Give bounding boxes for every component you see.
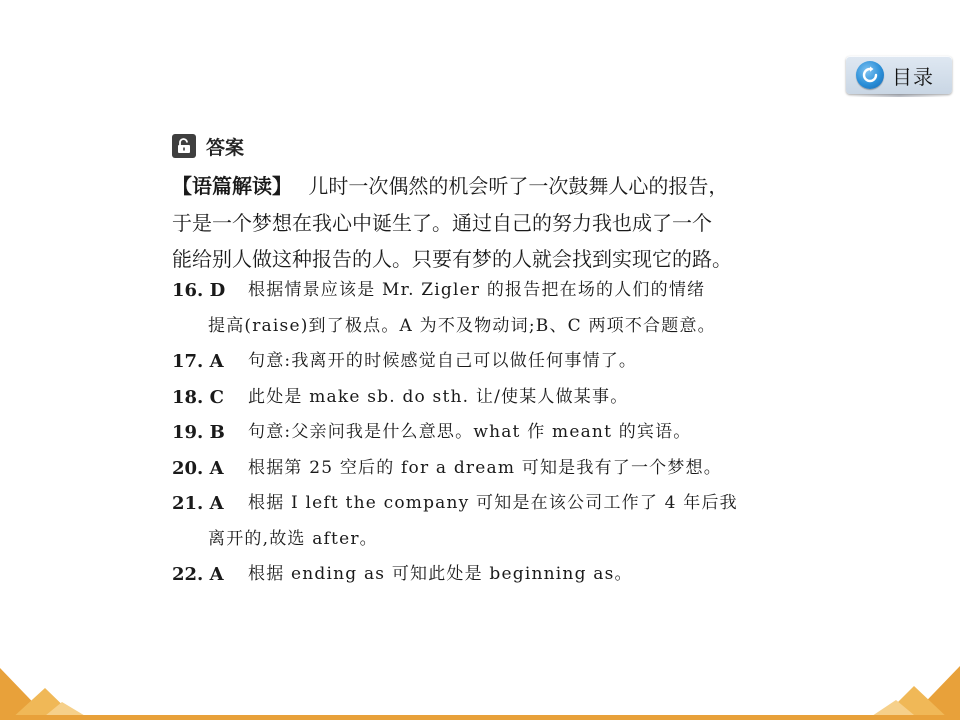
answer-explanation: 根据 ending as 可知此处是 beginning as。 [248, 564, 633, 584]
toc-label: 目录 [892, 64, 934, 89]
answer-number: 19. B [172, 422, 225, 443]
interp-tag: 【语篇解读】 [172, 174, 292, 198]
answer-explanation [208, 273, 812, 344]
answer-title: 答案 [206, 136, 245, 159]
answer-item-18 [172, 380, 812, 416]
answer-item-21 [172, 486, 812, 557]
answer-explanation: 根据第 25 空后的 for a dream 可知是我有了一个梦想。 [248, 457, 722, 478]
answer-line: 根据 I left the company 可知是在该公司工作了 4 年后我 [248, 493, 738, 513]
answer-item-22 [172, 557, 812, 593]
answer-number: 21. A [172, 493, 224, 514]
answer-explanation: 句意:父亲问我是什么意思。what 作 meant 的宾语。 [248, 422, 692, 442]
answer-number: 17. A [172, 351, 224, 372]
answer-item-20 [172, 451, 812, 487]
interp-line-2: 于是一个梦想在我心中诞生了。通过自己的努力我也成了一个 [172, 210, 712, 235]
answer-explanation: 句意:我离开的时候感觉自己可以做任何事情了。 [248, 351, 638, 371]
answer-explanation: 此处是 make sb. do sth. 让/使某人做某事。 [248, 386, 629, 407]
interp-text-1: 儿时一次偶然的机会听了一次鼓舞人心的报告， [308, 174, 729, 198]
reading-interpretation [172, 168, 812, 278]
toc-button[interactable] [846, 56, 952, 94]
refresh-icon [856, 61, 884, 89]
answer-list [172, 273, 812, 593]
answer-number: 16. D [172, 280, 226, 301]
interp-line-3: 能给别人做这种报告的人。只要有梦的人就会找到实现它的路。 [172, 247, 732, 271]
answer-explanation [208, 486, 812, 557]
answer-number: 20. A [172, 457, 224, 479]
answer-line: 根据情景应该是 Mr. Zigler 的报告把在场的人们的情绪 [248, 280, 706, 300]
unlock-icon [172, 134, 196, 158]
answer-line-continued: 离开的,故选 after。 [208, 528, 378, 549]
answer-header [172, 133, 244, 159]
answer-number: 18. C [172, 386, 224, 408]
bottom-right-decoration [850, 660, 960, 720]
bottom-accent-bar [0, 715, 960, 720]
answer-line-continued: 提高(raise)到了极点。A 为不及物动词;B、C 两项不合题意。 [208, 315, 716, 336]
answer-item-17 [172, 344, 812, 380]
interp-line-1 [172, 168, 812, 205]
answer-number: 22. A [172, 564, 224, 585]
bottom-left-decoration [0, 660, 110, 720]
answer-item-19 [172, 415, 812, 451]
answer-item-16 [172, 273, 812, 344]
